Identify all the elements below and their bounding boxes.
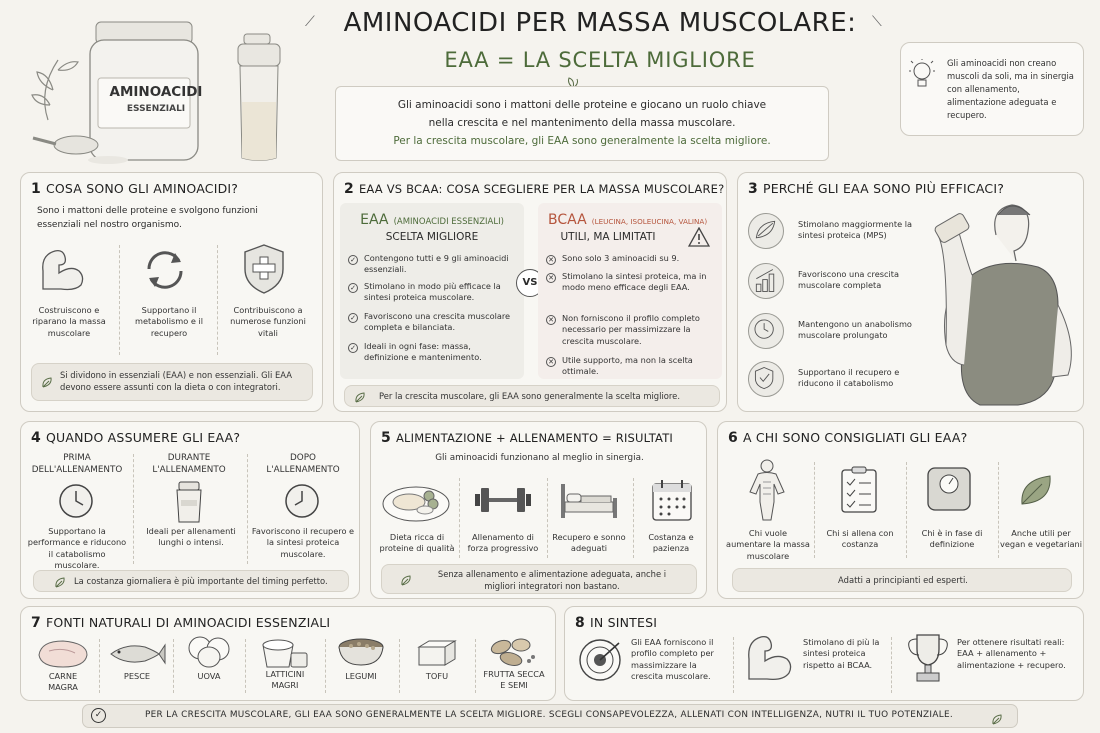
section-5-title-text: ALIMENTAZIONE + ALLENAMENTO = RISULTATI xyxy=(395,431,674,445)
shaker-illustration xyxy=(232,32,286,164)
cycle-arrows-icon xyxy=(141,247,189,293)
bcaa-column xyxy=(538,203,722,379)
section-6-item-3: Chi è in fase di definizione xyxy=(921,528,983,550)
summary-item-1: Gli EAA forniscono il profilo completo per massimizzare la crescita muscolare. xyxy=(631,637,714,682)
eaa-title: EAA xyxy=(360,212,389,228)
section-5-item-2: Allenamento di forza progressivo xyxy=(467,532,539,554)
section-3-title-text: PERCHÉ GLI EAA SONO PIÙ EFFICACI? xyxy=(762,181,1005,196)
vs-badge: VS xyxy=(516,269,544,297)
bcaa-tag: UTILI, MA LIMITATI xyxy=(560,231,656,243)
bcaa-point-1: Sono solo 3 aminoacidi su 9. xyxy=(562,253,680,263)
section-1-desc: Sono i mattoni delle proteine e svolgono funzioni essenziali nel nostro organismo. xyxy=(37,206,258,230)
section-4-panel xyxy=(20,421,360,599)
section-8-panel xyxy=(564,606,1084,701)
eaa-column xyxy=(340,203,524,379)
footer-leaf-icon xyxy=(991,710,1003,722)
section-5-number: 5 xyxy=(381,430,391,446)
bcaa-x-4: ✕ xyxy=(546,357,556,367)
section-2-title xyxy=(344,181,724,197)
section-3-item-4: Supportano il recupero e riducono il catabolismo xyxy=(798,367,900,389)
bcaa-point-4: Utile supporto, ma non la scelta ottimale. xyxy=(562,355,693,377)
section-3-item-1: Stimolano maggiormente la sintesi proteica (MPS) xyxy=(798,219,912,241)
bcaa-x-2: ✕ xyxy=(546,273,556,283)
check-circle-icon: ✓ xyxy=(91,708,106,723)
section-1-note-text: Si dividono in essenziali (EAA) e non essenziali. Gli EAA devono essere assunti con la dieta o con integratori. xyxy=(60,370,292,393)
shield-cross-icon xyxy=(241,243,287,295)
nuts-icon xyxy=(487,635,537,669)
section-3-item-3: Mantengono un anabolismo muscolare prolungato xyxy=(798,319,912,341)
tofu-icon xyxy=(415,637,459,667)
growth-chart-icon xyxy=(748,263,784,299)
section-5-item-4: Costanza e pazienza xyxy=(648,532,694,554)
section-7-panel xyxy=(20,606,556,701)
eaa-point-3: Favoriscono una crescita muscolare completa e bilanciata. xyxy=(364,311,511,333)
timing-during-text: Ideali per allenamenti lunghi o intensi. xyxy=(146,526,236,548)
section-4-note xyxy=(33,570,349,592)
legumes-bowl-icon xyxy=(337,637,385,667)
section-1-number: 1 xyxy=(31,181,41,197)
eaa-check-1: ✓ xyxy=(348,255,358,265)
section-1-item-1: Costruiscono e riparano la massa muscolare xyxy=(32,305,106,338)
eaa-point-1: Contengono tutti e 9 gli aminoacidi essenziali. xyxy=(364,253,509,275)
footer-banner xyxy=(82,704,1018,728)
timing-during-head: DURANTE L'ALLENAMENTO xyxy=(152,453,226,476)
source-label-5: LEGUMI xyxy=(345,671,377,681)
timing-before-text: Supportano la performance e riducono il catabolismo muscolare. xyxy=(27,526,127,571)
title-deco-right: ⟍ xyxy=(872,14,882,30)
bcaa-x-1: ✕ xyxy=(546,255,556,265)
section-4-note-text: La costanza giornaliera è più importante del timing perfetto. xyxy=(74,576,328,586)
section-6-item-1: Chi vuole aumentare la massa muscolare xyxy=(726,528,810,561)
section-5-title xyxy=(381,430,673,446)
section-1-item-2: Supportano il metabolismo e il recupero xyxy=(134,305,204,338)
section-7-title-text: FONTI NATURALI DI AMINOACIDI ESSENZIALI xyxy=(45,615,331,630)
note-leaf-icon xyxy=(354,391,366,403)
footer-text: PER LA CRESCITA MUSCOLARE, GLI EAA SONO GENERALMENTE LA SCELTA MIGLIORE. SCEGLI CONSAPEVOLEZZA, ALLENATI CON INTELLIGENZA, NUTRI IL TUO POTENZIALE. xyxy=(144,710,953,720)
page-subtitle: EAA = LA SCELTA MIGLIORE xyxy=(444,48,756,72)
note-leaf-icon xyxy=(41,376,53,388)
flexed-arm-icon xyxy=(745,631,795,683)
section-2-note-text: Per la crescita muscolare, gli EAA sono generalmente la scelta migliore. xyxy=(379,391,680,401)
checklist-icon xyxy=(838,466,880,514)
scale-icon xyxy=(926,466,972,512)
athlete-body-icon xyxy=(744,458,790,522)
intro-line-2: nella crescita e nel mantenimento della massa muscolare. xyxy=(428,117,736,129)
bed-icon xyxy=(559,480,619,520)
source-label-6: TOFU xyxy=(425,671,449,681)
eaa-sub: (AMINOACIDI ESSENZIALI) xyxy=(393,217,504,227)
source-label-2: PESCE xyxy=(123,671,151,681)
section-6-title-text: A CHI SONO CONSIGLIATI GLI EAA? xyxy=(742,430,968,445)
section-5-note-text: Senza allenamento e alimentazione adeguata, anche i migliori integratori non bastano. xyxy=(437,569,667,592)
jar-label-1: AMINOACIDI xyxy=(109,84,203,100)
bcaa-point-2: Stimolano la sintesi proteica, ma in modo meno efficace degli EAA. xyxy=(562,271,707,293)
section-3-item-2: Favoriscono una crescita muscolare completa xyxy=(798,269,900,291)
page-title: AMINOACIDI PER MASSA MUSCOLARE: xyxy=(343,8,857,38)
athlete-drinking-illustration xyxy=(928,195,1080,407)
section-8-number: 8 xyxy=(575,615,585,631)
section-4-title-text: QUANDO ASSUMERE GLI EAA? xyxy=(45,430,241,445)
shaker-icon xyxy=(171,480,207,524)
section-8-title-text: IN SINTESI xyxy=(589,615,658,630)
timing-after-text: Favoriscono il recupero e la sintesi proteica muscolare. xyxy=(251,526,355,559)
eaa-point-4: Ideali in ogni fase: massa, definizione e mantenimento. xyxy=(364,341,482,363)
section-5-desc: Gli aminoacidi funzionano al meglio in sinergia. xyxy=(435,453,644,463)
section-6-item-4: Anche utili per vegan e vegetariani xyxy=(1000,528,1082,550)
tip-text: Gli aminoacidi non creano muscoli da soli, ma in sinergia con allenamento, alimentazione adeguata e recupero. xyxy=(947,58,1074,121)
section-3-number: 3 xyxy=(748,181,758,197)
summary-item-3: Per ottenere risultati reali: EAA + allenamento + alimentazione + recupero. xyxy=(957,637,1066,670)
eaa-check-4: ✓ xyxy=(348,343,358,353)
jar-label-2: ESSENZIALI xyxy=(126,104,186,114)
section-8-title xyxy=(575,615,657,631)
timing-after-head: DOPO L'ALLENAMENTO xyxy=(266,453,340,476)
note-leaf-icon xyxy=(400,574,412,586)
muscle-fiber-icon xyxy=(748,213,784,249)
clock-icon xyxy=(283,482,321,520)
calendar-icon xyxy=(651,478,693,522)
section-2-number: 2 xyxy=(344,181,354,197)
section-6-note-text: Adatti a principianti ed esperti. xyxy=(838,575,968,585)
intro-line-1: Gli aminoacidi sono i mattoni delle proteine e giocano un ruolo chiave xyxy=(397,99,767,111)
eaa-point-2: Stimolano in modo più efficace la sintesi proteica muscolare. xyxy=(364,281,501,303)
eaa-check-2: ✓ xyxy=(348,283,358,293)
section-2-title-text: EAA VS BCAA: COSA SCEGLIERE PER LA MASSA MUSCOLARE? xyxy=(358,182,725,196)
timing-before-head: PRIMA DELL'ALLENAMENTO xyxy=(31,453,123,476)
section-1-panel xyxy=(20,172,323,412)
subtitle-leaf-icon xyxy=(566,74,580,86)
section-1-item-3: Contribuiscono a numerose funzioni vitali xyxy=(230,305,306,338)
section-5-panel xyxy=(370,421,707,599)
summary-item-2: Stimolano di più la sintesi proteica rispetto ai BCAA. xyxy=(803,637,880,670)
eggs-icon xyxy=(185,635,233,669)
leaf-icon xyxy=(1016,470,1056,510)
section-6-item-2: Chi si allena con costanza xyxy=(826,528,894,550)
bcaa-x-3: ✕ xyxy=(546,315,556,325)
chicken-breast-icon xyxy=(35,637,91,669)
section-4-number: 4 xyxy=(31,430,41,446)
source-label-4: LATTICINI MAGRI xyxy=(265,669,305,691)
section-6-number: 6 xyxy=(728,430,738,446)
section-7-number: 7 xyxy=(31,615,41,631)
flexed-arm-icon xyxy=(37,245,87,293)
bcaa-sub: (LEUCINA, ISOLEUCINA, VALINA) xyxy=(591,217,708,226)
section-5-item-1: Dieta ricca di proteine di qualità xyxy=(379,532,455,554)
source-label-1: CARNE MAGRA xyxy=(48,671,78,693)
title-deco-left: ⟋ xyxy=(305,14,315,30)
section-7-title xyxy=(31,615,330,631)
clock-icon xyxy=(748,313,784,349)
dumbbell-icon xyxy=(473,484,533,516)
warning-icon xyxy=(688,227,710,247)
section-5-note xyxy=(381,564,697,594)
section-6-panel xyxy=(717,421,1084,599)
intro-box xyxy=(335,86,829,161)
section-2-note xyxy=(344,385,720,407)
section-1-title xyxy=(31,181,238,197)
tip-box xyxy=(900,42,1084,136)
trophy-icon xyxy=(905,631,951,685)
meal-plate-icon xyxy=(381,478,451,524)
eaa-check-3: ✓ xyxy=(348,313,358,323)
section-1-note xyxy=(31,363,313,401)
section-2-panel xyxy=(333,172,727,412)
lightbulb-icon xyxy=(909,59,935,91)
intro-line-3: Per la crescita muscolare, gli EAA sono generalmente la scelta migliore. xyxy=(393,135,771,147)
bcaa-point-3: Non forniscono il profilo completo necessario per massimizzare la crescita muscolare. xyxy=(562,313,700,346)
source-label-3: UOVA xyxy=(197,671,221,681)
source-label-7: FRUTTA SECCA E SEMI xyxy=(483,669,545,691)
clock-icon xyxy=(57,482,95,520)
section-5-item-3: Recupero e sonno adeguati xyxy=(552,532,626,554)
bcaa-title: BCAA xyxy=(548,212,587,228)
eaa-tag: SCELTA MIGLIORE xyxy=(385,231,479,243)
fish-icon xyxy=(107,641,167,667)
section-6-title xyxy=(728,430,967,446)
section-1-title-text: COSA SONO GLI AMINOACIDI? xyxy=(45,181,239,196)
section-6-note xyxy=(732,568,1072,592)
note-leaf-icon xyxy=(54,576,66,588)
target-icon xyxy=(577,637,623,683)
dairy-icon xyxy=(259,635,309,669)
section-3-panel xyxy=(737,172,1084,412)
section-4-title xyxy=(31,430,240,446)
shield-check-icon xyxy=(748,361,784,397)
